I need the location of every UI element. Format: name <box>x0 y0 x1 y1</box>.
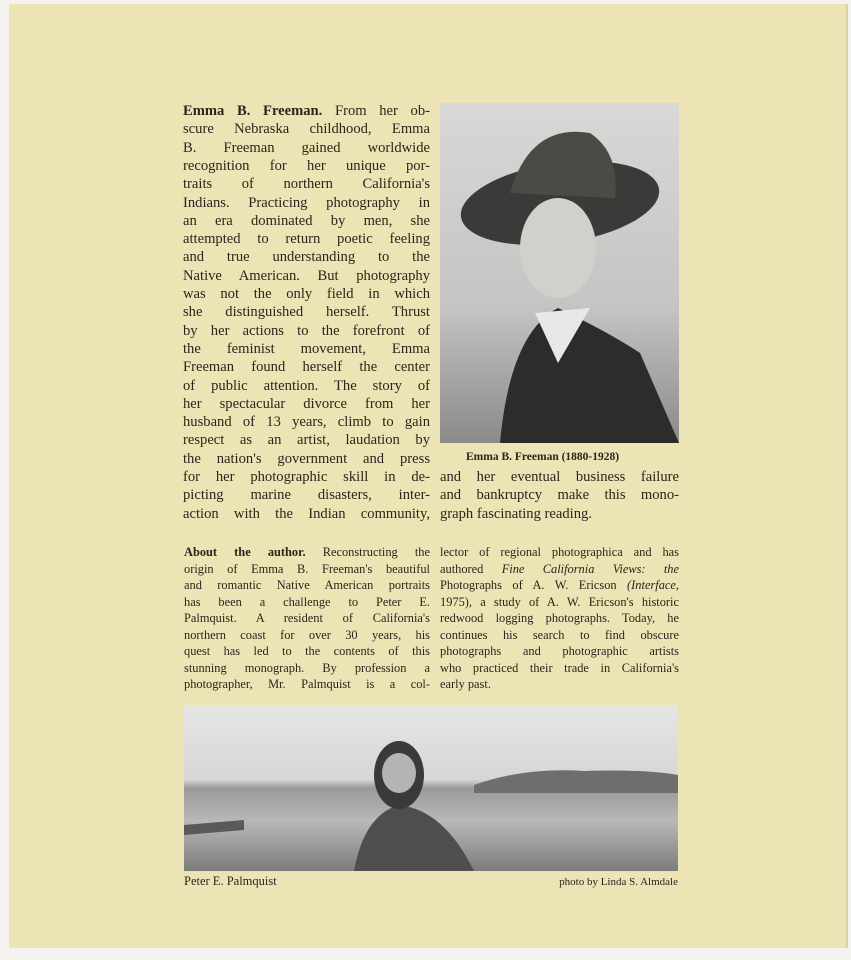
text-span: and romantic Native American portraits <box>184 578 430 592</box>
text-line <box>183 413 430 431</box>
emma-freeman-portrait-photo <box>440 103 679 443</box>
text-line <box>184 627 430 643</box>
text-line <box>183 486 430 504</box>
text-span: was not the only field in which <box>183 286 430 302</box>
text-span: early past. <box>440 677 491 691</box>
text-line <box>184 610 430 626</box>
text-line <box>184 577 430 593</box>
text-span: northern coast for over 30 years, his <box>184 627 430 642</box>
section-lead: About the author. <box>184 545 306 559</box>
text-line <box>183 377 430 395</box>
text-line <box>440 610 679 626</box>
text-line <box>183 468 430 486</box>
text-span: quest has led to the contents of this <box>184 644 430 658</box>
text-span: photographs and photographic artists <box>440 644 679 658</box>
text-span: Freeman found herself the center <box>183 359 430 376</box>
text-span: picting marine disasters, inter- <box>183 487 430 504</box>
text-span: and her eventual business failure <box>440 469 679 485</box>
text-line <box>440 660 679 676</box>
text-line <box>184 544 430 560</box>
text-line <box>183 212 430 230</box>
text-span: respect as an artist, laudation by <box>183 432 430 449</box>
text-line <box>440 577 679 593</box>
text-line <box>183 303 430 321</box>
text-line <box>183 395 430 413</box>
text-line <box>184 676 430 692</box>
text-span: photographer, Mr. Palmquist is a col- <box>184 677 430 691</box>
text-span: Reconstructing the <box>305 545 430 559</box>
text-line <box>183 157 430 175</box>
text-line <box>183 248 430 266</box>
text-span: recognition for her unique por- <box>183 157 430 174</box>
text-line <box>183 120 430 138</box>
text-line <box>440 676 679 692</box>
text-line <box>183 139 430 157</box>
book-title: Fine California Views: the <box>501 561 680 576</box>
text-span: Palmquist. A resident of California's <box>184 611 430 625</box>
section-lead: Emma B. Freeman. <box>183 103 323 119</box>
text-line <box>183 285 430 303</box>
text-line <box>184 660 430 676</box>
text-line <box>183 194 430 212</box>
text-line <box>183 230 430 248</box>
text-span: authored <box>440 561 502 576</box>
text-span: B. Freeman gained worldwide <box>183 139 430 156</box>
text-line <box>440 544 679 560</box>
text-span: husband of 13 years, climb to gain <box>183 414 430 431</box>
text-span: lector of regional photographica and has <box>440 545 679 559</box>
text-line <box>440 561 679 577</box>
text-line <box>440 643 679 659</box>
text-line <box>183 431 430 449</box>
text-line <box>183 340 430 358</box>
text-span: attempted to return poetic feeling <box>183 231 430 248</box>
text-span: Photographs of A. W. Ericson <box>440 578 617 592</box>
text-line <box>440 505 679 523</box>
text-line <box>440 627 679 643</box>
text-span: Indians. Practicing photography in <box>183 194 430 211</box>
text-line <box>440 468 679 486</box>
text-span: she distinguished herself. Thrust <box>183 304 430 321</box>
text-line <box>184 561 430 577</box>
text-span: has been a challenge to Peter E. <box>184 594 430 609</box>
peter-palmquist-photo <box>184 705 678 871</box>
text-span: traits of northern California's <box>183 176 430 193</box>
text-line <box>440 486 679 504</box>
photo-caption-subject: Peter E. Palmquist <box>184 874 277 888</box>
text-span: graph fascinating reading. <box>440 505 592 522</box>
book-title: (Interface, <box>616 578 679 592</box>
text-span: Native American. But photography <box>183 267 430 284</box>
text-line <box>183 175 430 193</box>
text-line <box>183 267 430 285</box>
text-span: of public attention. The story of <box>183 377 430 394</box>
text-line <box>440 594 679 610</box>
text-line <box>183 102 430 120</box>
text-span: scure Nebraska childhood, Emma <box>183 121 430 138</box>
text-line <box>184 643 430 659</box>
text-span: redwood logging photographs. Today, he <box>440 611 679 625</box>
text-span: an era dominated by men, she <box>183 212 430 229</box>
text-span: and bankruptcy make this mono- <box>440 487 679 504</box>
text-span: 1975), a study of A. W. Ericson's historic <box>440 594 679 609</box>
text-span: continues his search to find obscure <box>440 627 679 642</box>
text-span: by her actions to the forefront of <box>183 322 430 339</box>
text-span: From her ob- <box>322 103 430 119</box>
text-span: who practiced their trade in California's <box>440 660 679 675</box>
text-span: and true understanding to the <box>183 249 430 266</box>
text-line <box>183 358 430 376</box>
text-line <box>184 594 430 610</box>
text-span: the feminist movement, Emma <box>183 340 430 357</box>
text-span: her spectacular divorce from her <box>183 395 430 412</box>
text-span: origin of Emma B. Freeman's beautiful <box>184 561 430 576</box>
text-span: action with the Indian community, <box>183 505 430 522</box>
text-line <box>183 322 430 340</box>
text-span: for her photographic skill in de- <box>183 469 430 485</box>
text-line <box>183 505 430 523</box>
text-span: stunning monograph. By profession a <box>184 660 430 675</box>
text-span: the nation's government and press <box>183 450 430 467</box>
photo-credit: photo by Linda S. Almdale <box>559 876 678 888</box>
portrait-caption: Emma B. Freeman (1880-1928) <box>466 451 620 463</box>
text-line <box>183 450 430 468</box>
